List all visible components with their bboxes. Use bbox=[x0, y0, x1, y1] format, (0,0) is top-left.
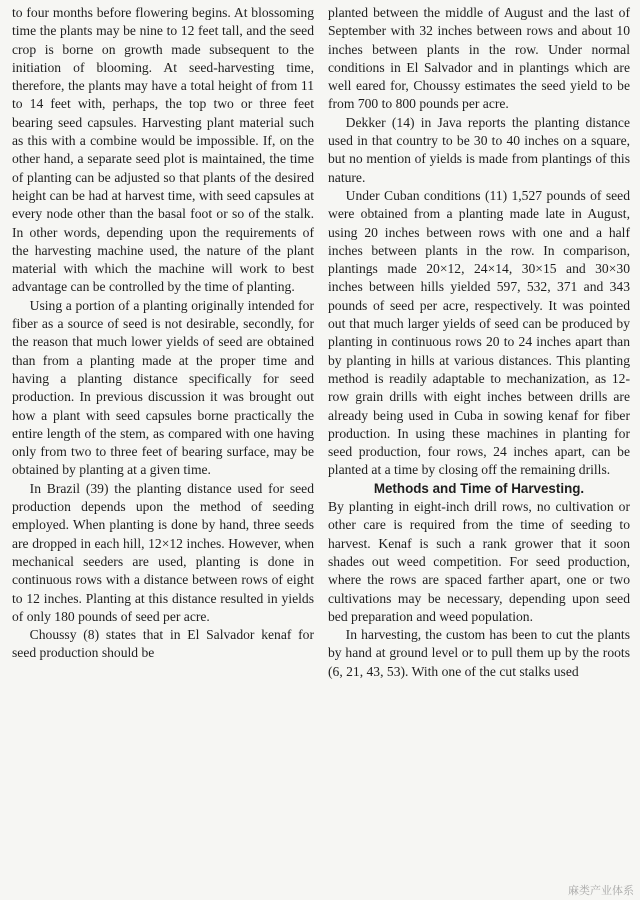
right-column bbox=[328, 4, 630, 900]
paragraph: In Brazil (39) the planting distance used for seed production depends upon the method of seeding employed. When planting is done by hand, three seeds are dropped in each hill, 12×12 inches. However, when mechanical seeders are used, planting is done in continuous rows with a distance between rows of eight to 12 inches. Planting at this distance resulted in yields of only 180 pounds of seed per acre. bbox=[12, 480, 314, 624]
paragraph: Dekker (14) in Java reports the planting distance used in that country to be 30 to 40 inches on a square, but no mention of yields is made from plantings of this nature. bbox=[328, 114, 630, 185]
left-column bbox=[12, 4, 314, 900]
paragraph: Under Cuban conditions (11) 1,527 pounds of seed were obtained from a planting made late in August, using 20 inches between rows with one and a half inches between plants in the row. In comparison, plantings made 20×12, 24×14, 30×15 and 30×30 inches between hills yielded 597, 532, 371 and 343 pounds of seed per acre, respectively. It was pointed out that much larger yields of seed can be produced by planting in continuous rows 20 to 24 inches apart than by planting in hills at various distances. This planting method is readily adaptable to mechanization, as 12-row grain drills with eight inches between drills are already being used in Cuba in sowing kenaf for fiber production. In using these machines in planting for seed production, four rows, 24 inches apart, can be planted at a time by closing off the remaining drills. bbox=[328, 187, 630, 478]
watermark: 麻类产业体系 bbox=[568, 884, 634, 897]
paragraph: Using a portion of a planting originally intended for fiber as a source of seed is not desirable, secondly, for the reason that much lower yields of seed are obtained than from a planting made at the proper time and having a planting distance specifically for seed production. In previous discussion it was brought out how a plant with seed capsules borne practically the entire length of the stem, as compared with one having only from two to three feet of bearing surface, may be obtained by planting at a given time. bbox=[12, 297, 314, 478]
paragraph: Choussy (8) states that in El Salvador kenaf for seed production should be bbox=[12, 627, 314, 661]
paragraph: By planting in eight-inch drill rows, no cultivation or other care is required from the time of seeding to harvest. Kenaf is such a rank grower that it soon shades out weed competition. For seed production, where the rows are spaced farther apart, one or two cultivations may be necessary, depending upon seed bed preparation and weed population. bbox=[328, 499, 630, 624]
paragraph: In harvesting, the custom has been to cut the plants by hand at ground level or to pull them up by the roots (6, 21, 43, 53). With one of the cut stalks used bbox=[328, 627, 630, 679]
paragraph: to four months before flowering begins. At blossoming time the plants may be nine to 12 feet tall, and the seed crop is borne on growth made subsequent to the initiation of blooming. At seed-harvesting time, therefore, the plants may have a total height of from 11 to 14 feet with, perhaps, the top two or three feet bearing seed capsules. Harvesting plant material such as this with a combine would be impossible. If, on the other hand, a separate seed plot is maintained, the time of planting can be adjusted so that plants of the desired height can be had at harvest time, with seed capsules at every node other than the basal foot or so of the stalk. In other words, depending upon the requirements of the harvesting machine used, the nature of the plant material with which the machine will work to best advantage can be controlled by the time of planting. bbox=[12, 5, 314, 295]
paragraph: planted between the middle of August and the last of September with 32 inches between rows and about 10 inches between plants in the row. Under normal conditions in El Salvador and in plantings which are well eared for, Choussy estimates the seed yield to be from 700 to 800 pounds per acre. bbox=[328, 5, 630, 112]
section-heading: Methods and Time of Harvesting. bbox=[373, 480, 585, 496]
